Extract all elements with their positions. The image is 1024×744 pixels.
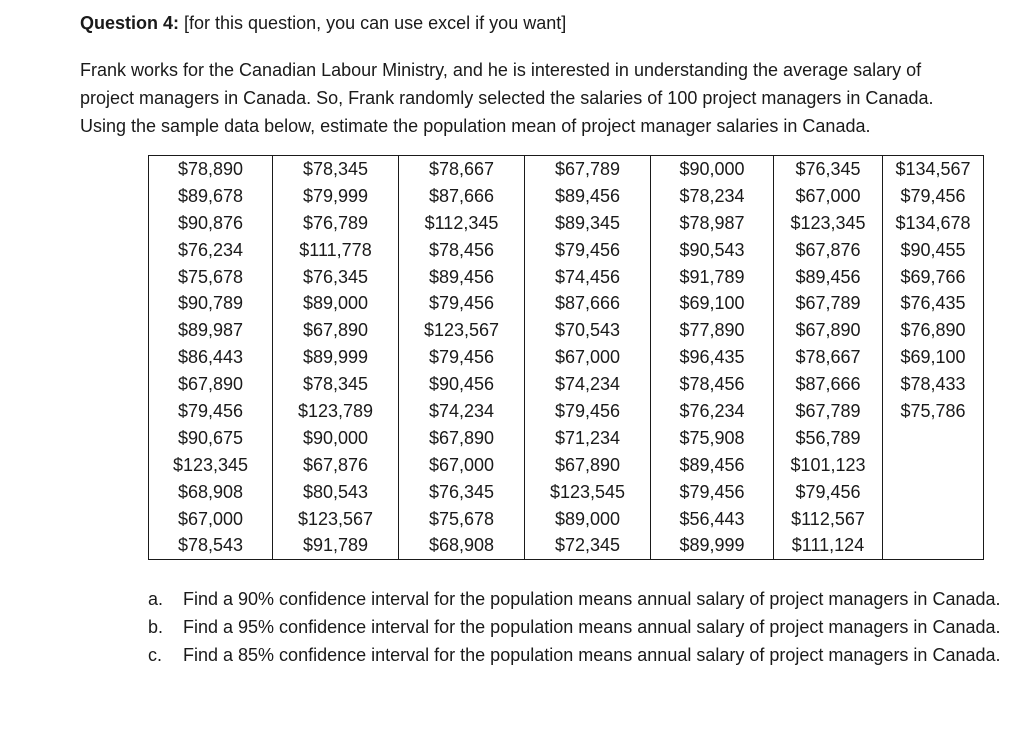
table-cell: $56,443 <box>651 506 774 533</box>
table-cell: $75,678 <box>399 506 525 533</box>
table-cell: $112,567 <box>774 506 883 533</box>
table-cell: $71,234 <box>525 425 651 452</box>
question-title <box>80 10 566 36</box>
table-cell: $76,345 <box>399 479 525 506</box>
table-cell: $134,678 <box>883 210 984 237</box>
table-cell: $86,443 <box>149 344 273 371</box>
table-cell: $79,456 <box>149 398 273 425</box>
table-cell: $90,789 <box>149 290 273 317</box>
table-cell: $76,435 <box>883 290 984 317</box>
part-letter: b. <box>148 617 164 637</box>
table-cell: $89,456 <box>399 264 525 291</box>
table-row <box>149 183 984 210</box>
table-cell: $89,456 <box>651 452 774 479</box>
table-row <box>149 210 984 237</box>
table-cell: $78,543 <box>149 532 273 559</box>
table-cell: $78,890 <box>149 156 273 183</box>
table-cell: $89,456 <box>525 183 651 210</box>
table-cell: $79,456 <box>525 237 651 264</box>
table-cell: $80,543 <box>273 479 399 506</box>
table-cell: $96,435 <box>651 344 774 371</box>
table-cell: $76,345 <box>273 264 399 291</box>
table-row <box>149 317 984 344</box>
table-cell: $76,234 <box>651 398 774 425</box>
table-cell: $69,766 <box>883 264 984 291</box>
table-cell: $89,999 <box>651 532 774 559</box>
table-cell: $67,890 <box>149 371 273 398</box>
table-cell: $77,890 <box>651 317 774 344</box>
table-cell: $101,123 <box>774 452 883 479</box>
table-row <box>149 290 984 317</box>
question-part-c <box>148 641 1008 669</box>
table-cell: $91,789 <box>651 264 774 291</box>
table-cell: $78,456 <box>399 237 525 264</box>
table-cell <box>883 452 984 479</box>
table-cell: $91,789 <box>273 532 399 559</box>
question-part-b <box>148 613 1008 641</box>
table-cell: $78,667 <box>774 344 883 371</box>
table-cell: $90,456 <box>399 371 525 398</box>
table-cell: $78,345 <box>273 156 399 183</box>
table-cell: $67,890 <box>774 317 883 344</box>
table-cell: $75,908 <box>651 425 774 452</box>
table-cell: $67,890 <box>273 317 399 344</box>
table-cell: $78,433 <box>883 371 984 398</box>
salary-table <box>148 155 984 560</box>
table-cell <box>883 532 984 559</box>
table-cell: $67,000 <box>149 506 273 533</box>
table-cell: $89,678 <box>149 183 273 210</box>
table-cell: $89,000 <box>525 506 651 533</box>
table-row <box>149 156 984 183</box>
table-cell: $79,456 <box>883 183 984 210</box>
table-cell: $111,778 <box>273 237 399 264</box>
table-cell: $90,876 <box>149 210 273 237</box>
table-cell <box>883 506 984 533</box>
table-cell: $89,000 <box>273 290 399 317</box>
table-cell: $78,234 <box>651 183 774 210</box>
intro-line: project managers in Canada. So, Frank randomly selected the salaries of 100 project managers in Canada. <box>80 88 934 108</box>
table-cell: $111,124 <box>774 532 883 559</box>
question-note: [for this question, you can use excel if you want] <box>179 13 567 33</box>
intro-line: Frank works for the Canadian Labour Ministry, and he is interested in understanding the average salary of <box>80 60 922 80</box>
table-cell: $76,789 <box>273 210 399 237</box>
question-part-a <box>148 585 1008 613</box>
table-cell: $74,234 <box>399 398 525 425</box>
table-cell: $67,876 <box>774 237 883 264</box>
table-cell: $67,789 <box>525 156 651 183</box>
table-cell: $76,345 <box>774 156 883 183</box>
table-cell: $123,567 <box>399 317 525 344</box>
table-cell: $134,567 <box>883 156 984 183</box>
table-cell: $67,789 <box>774 290 883 317</box>
table-cell: $67,000 <box>774 183 883 210</box>
table-cell: $67,000 <box>399 452 525 479</box>
table-row <box>149 371 984 398</box>
table-cell: $78,667 <box>399 156 525 183</box>
table-cell: $89,345 <box>525 210 651 237</box>
table-cell: $67,890 <box>525 452 651 479</box>
part-letter: c. <box>148 645 163 665</box>
table-cell: $75,786 <box>883 398 984 425</box>
table-cell: $90,000 <box>273 425 399 452</box>
table-cell: $90,455 <box>883 237 984 264</box>
table-cell <box>883 479 984 506</box>
table-cell: $75,678 <box>149 264 273 291</box>
table-cell: $72,345 <box>525 532 651 559</box>
table-cell: $123,545 <box>525 479 651 506</box>
table-cell: $78,456 <box>651 371 774 398</box>
table-cell: $69,100 <box>651 290 774 317</box>
table-cell: $90,543 <box>651 237 774 264</box>
table-cell: $67,789 <box>774 398 883 425</box>
table-cell: $123,345 <box>149 452 273 479</box>
table-cell: $123,789 <box>273 398 399 425</box>
table-cell: $69,100 <box>883 344 984 371</box>
question-label: Question 4: <box>80 13 180 33</box>
part-text: Find a 95% confidence interval for the population means annual salary of project managers in Canada. <box>183 617 1001 637</box>
table-cell: $78,987 <box>651 210 774 237</box>
table-cell: $87,666 <box>774 371 883 398</box>
intro-line: Using the sample data below, estimate the population mean of project manager salaries in Canada. <box>80 116 871 136</box>
table-cell: $67,000 <box>525 344 651 371</box>
table-row <box>149 506 984 533</box>
table-cell: $87,666 <box>399 183 525 210</box>
question-parts <box>148 585 1008 669</box>
table-cell: $87,666 <box>525 290 651 317</box>
table-cell: $79,456 <box>651 479 774 506</box>
part-text: Find a 85% confidence interval for the population means annual salary of project managers in Canada. <box>183 645 1001 665</box>
table-cell: $74,456 <box>525 264 651 291</box>
table-cell: $112,345 <box>399 210 525 237</box>
table-cell: $79,999 <box>273 183 399 210</box>
table-cell: $56,789 <box>774 425 883 452</box>
table-cell: $70,543 <box>525 317 651 344</box>
table-cell: $79,456 <box>525 398 651 425</box>
table-cell: $67,876 <box>273 452 399 479</box>
table-cell: $76,234 <box>149 237 273 264</box>
table-cell: $68,908 <box>149 479 273 506</box>
salary-table-body <box>149 156 984 560</box>
table-cell: $90,000 <box>651 156 774 183</box>
table-cell: $79,456 <box>399 290 525 317</box>
table-cell: $76,890 <box>883 317 984 344</box>
table-cell: $123,345 <box>774 210 883 237</box>
intro-paragraph <box>80 56 1000 140</box>
part-letter: a. <box>148 589 164 609</box>
table-row <box>149 532 984 559</box>
table-cell: $67,890 <box>399 425 525 452</box>
table-cell: $79,456 <box>774 479 883 506</box>
table-row <box>149 452 984 479</box>
table-cell: $78,345 <box>273 371 399 398</box>
table-cell: $89,999 <box>273 344 399 371</box>
table-cell: $90,675 <box>149 425 273 452</box>
table-row <box>149 237 984 264</box>
table-cell <box>883 425 984 452</box>
table-cell: $89,456 <box>774 264 883 291</box>
table-cell: $79,456 <box>399 344 525 371</box>
table-cell: $89,987 <box>149 317 273 344</box>
table-cell: $68,908 <box>399 532 525 559</box>
table-cell: $123,567 <box>273 506 399 533</box>
table-row <box>149 398 984 425</box>
table-cell: $74,234 <box>525 371 651 398</box>
table-row <box>149 425 984 452</box>
table-row <box>149 264 984 291</box>
part-text: Find a 90% confidence interval for the population means annual salary of project managers in Canada. <box>183 589 1001 609</box>
table-row <box>149 344 984 371</box>
table-row <box>149 479 984 506</box>
